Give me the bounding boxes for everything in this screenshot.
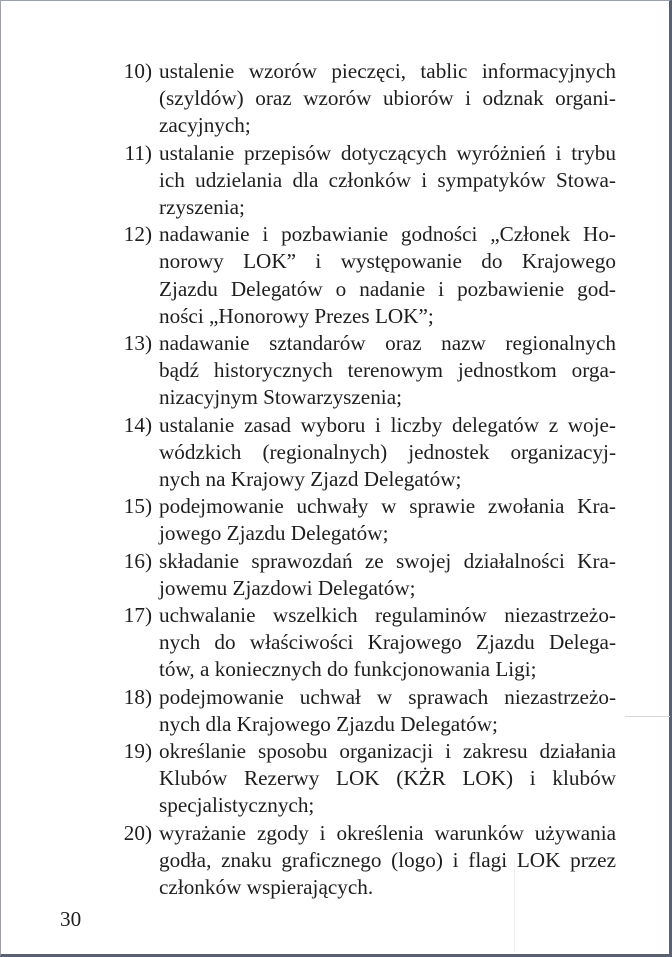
item-text-line: podejmowanie uchwały w sprawie zwołania Kra-: [159, 494, 616, 519]
list-item-18: [104, 684, 616, 738]
item-text-line: godła, znaku graficznego (logo) i flagi LOK przez: [159, 847, 616, 872]
item-text-line: tów, a koniecznych do funkcjonowania Ligi;: [159, 657, 537, 682]
item-number: 16): [123, 548, 152, 573]
item-text-line: podejmowanie uchwał w sprawach niezastrzeżo-: [159, 684, 616, 709]
item-text-line: ustalanie przepisów dotyczących wyróżnień i trybu: [159, 140, 616, 165]
item-text-line: określanie sposobu organizacji i zakresu działania: [159, 739, 616, 764]
item-number: 13): [123, 331, 152, 356]
item-text-line: jowego Zjazdu Delegatów;: [159, 521, 389, 546]
list-item-17: [104, 602, 616, 684]
scan-artifact-line: [625, 716, 670, 717]
list-item-19: [104, 738, 616, 820]
item-text-line: nych na Krajowy Zjazd Delegatów;: [159, 467, 462, 492]
item-text-line: członków wspierających.: [159, 875, 374, 900]
item-text-line: nadawanie sztandarów oraz nazw regionalnych: [159, 331, 616, 356]
item-text-line: ich udzielania dla członków i sympatyków Stowa-: [159, 167, 616, 192]
item-text-line: (szyldów) oraz wzorów ubiorów i odznak organi-: [159, 86, 616, 111]
item-text-line: wódzkich (regionalnych) jednostek organizacyj-: [159, 439, 616, 464]
item-number: 19): [123, 739, 152, 764]
item-text-line: Klubów Rezerwy LOK (KŻR LOK) i klubów: [159, 766, 616, 791]
item-number: 17): [123, 603, 152, 628]
item-text-line: Zjazdu Delegatów o nadanie i pozbawienie god-: [159, 276, 616, 301]
item-text-line: uchwalanie wszelkich regulaminów niezastrzeżo-: [159, 603, 616, 628]
list-item-16: [104, 548, 616, 602]
item-text-line: rzyszenia;: [159, 195, 245, 220]
item-number: 12): [123, 222, 152, 247]
item-text-line: wyrażanie zgody i określenia warunków używania: [159, 820, 616, 845]
item-text-line: nizacyjnym Stowarzyszenia;: [159, 385, 402, 410]
numbered-list: [104, 58, 616, 901]
item-text-line: zacyjnych;: [159, 113, 251, 138]
item-number: 14): [123, 412, 152, 437]
list-item-13: [104, 330, 616, 412]
item-text-line: specjalistycznych;: [159, 793, 315, 818]
item-number: 10): [123, 59, 152, 83]
list-item-11: [104, 140, 616, 222]
item-text-line: nych dla Krajowego Zjazdu Delegatów;: [159, 711, 498, 736]
item-text-line: nych do właściwości Krajowego Zjazdu Delega-: [159, 630, 616, 655]
item-text-line: ustalanie zasad wyboru i liczby delegatów z woje-: [159, 412, 616, 437]
item-text-line: ustalenie wzorów pieczęci, tablic informacyjnych: [159, 59, 616, 83]
list-item-10: [104, 58, 616, 140]
item-number: 15): [123, 494, 152, 519]
item-text-line: jowemu Zjazdowi Delegatów;: [159, 575, 416, 600]
list-item-12: [104, 221, 616, 330]
item-text-line: ności „Honorowy Prezes LOK”;: [159, 303, 434, 328]
item-text-line: nadawanie i pozbawianie godności „Członek Ho-: [159, 222, 616, 247]
item-number: 11): [124, 140, 152, 165]
item-number: 18): [123, 684, 152, 709]
item-text-line: składanie sprawozdań ze swojej działalności Kra-: [159, 548, 616, 573]
list-item-14: [104, 412, 616, 494]
item-text-line: norowy LOK” i występowanie do Krajowego: [159, 249, 616, 274]
item-number: 20): [123, 820, 152, 845]
list-item-20: [104, 820, 616, 902]
item-text-line: bądź historycznych terenowym jednostkom orga-: [159, 358, 616, 383]
page-number: 30: [60, 907, 82, 931]
list-item-15: [104, 493, 616, 547]
